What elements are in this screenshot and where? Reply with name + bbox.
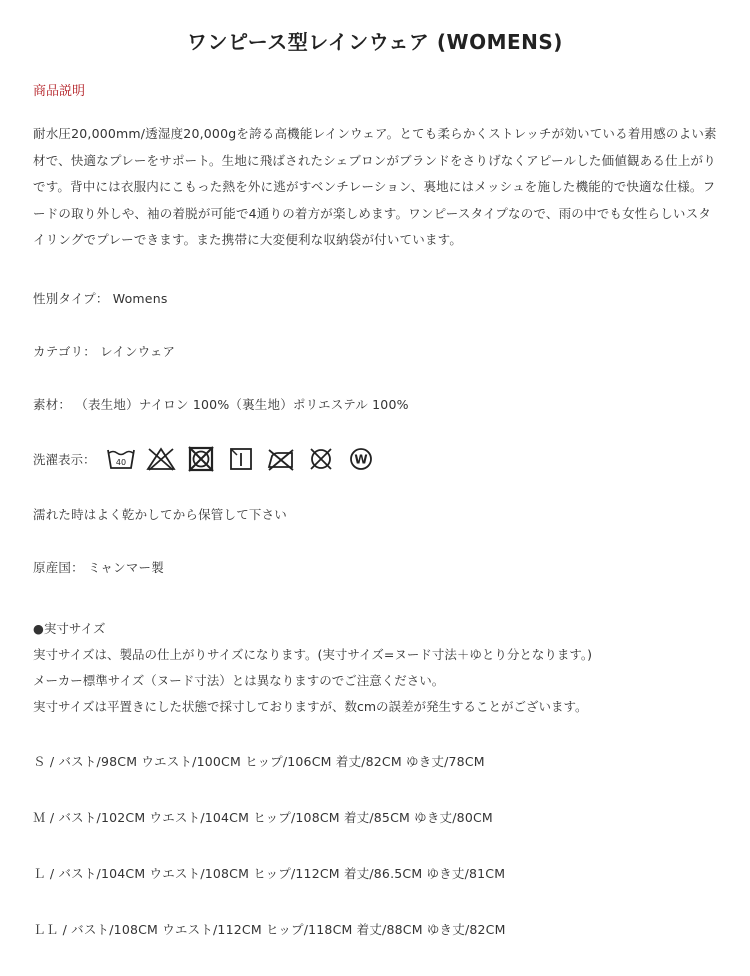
page-title: ワンピース型レインウェア (WOMENS)	[187, 30, 563, 54]
wet-clean-icon	[346, 446, 376, 472]
spec-category: カテゴリ： レインウェア	[33, 344, 176, 359]
size-row-ll: ＬＬ / バスト/108CM ウエスト/112CM ヒップ/118CM 着丈/88CM ゆき丈/82CM	[33, 922, 506, 937]
spec-gender: 性別タイプ： Womens	[33, 291, 168, 306]
size-row-m: Ｍ / バスト/102CM ウエスト/104CM ヒップ/108CM 着丈/85CM ゆき丈/80CM	[33, 810, 493, 825]
product-description: 耐水圧20,000mm/透湿度20,000gを誇る高機能レインウェア。とても柔らかくストレッチが効いている着用感のよい素材で、快適なプレーをサポート。生地に飛ばされたシェブロンがブランドをさりげなくアピールした価値観ある仕上がりです。背中には衣服内にこもった熱を外に逃がすベンチレーション、裏地にはメッシュを施した機能的で快適な仕様。フードの取り外しや、袖の着脱が可能で4通りの着方が楽しめます。ワンピースタイプなので、雨の中でも女性らしいスタイリングでプレーできます。また携帯に大変便利な収納袋が付いています。	[33, 126, 717, 247]
size-row-s: Ｓ / バスト/98CM ウエスト/100CM ヒップ/106CM 着丈/82CM ゆき丈/78CM	[33, 754, 485, 769]
wet-clean-letter: W	[353, 452, 368, 467]
size-note-line: 実寸サイズは平置きにした状態で採寸しておりますが、数cmの誤差が発生することがございます。	[33, 699, 588, 714]
spec-origin: 原産国： ミャンマー製	[33, 560, 164, 575]
wash-40-icon	[106, 446, 136, 472]
size-info	[33, 616, 592, 720]
size-note-line: メーカー標準サイズ（ヌード寸法）とは異なりますのでご注意ください。	[33, 673, 445, 688]
size-heading: ●実寸サイズ	[33, 621, 106, 636]
no-tumble-dry-icon	[186, 446, 216, 472]
care-label: 洗濯表示：	[33, 452, 96, 467]
size-row-l: Ｌ / バスト/104CM ウエスト/108CM ヒップ/112CM 着丈/86.5CM ゆき丈/81CM	[33, 866, 506, 881]
care-icons	[106, 446, 386, 472]
no-bleach-icon	[146, 446, 176, 472]
section-heading-product-description: 商品説明	[33, 84, 86, 99]
no-iron-icon	[266, 446, 296, 472]
care-labels-row	[33, 446, 386, 472]
spec-material: 素材： （表生地）ナイロン 100%（裏生地）ポリエステル 100%	[33, 397, 409, 412]
size-note-line: 実寸サイズは、製品の仕上がりサイズになります。(実寸サイズ=ヌード寸法＋ゆとり分となります。)	[33, 647, 592, 662]
care-note: 濡れた時はよく乾かしてから保管して下さい	[33, 507, 288, 522]
line-dry-shade-icon	[226, 446, 256, 472]
no-dry-clean-icon	[306, 446, 336, 472]
wash-temp: 40	[115, 458, 126, 467]
